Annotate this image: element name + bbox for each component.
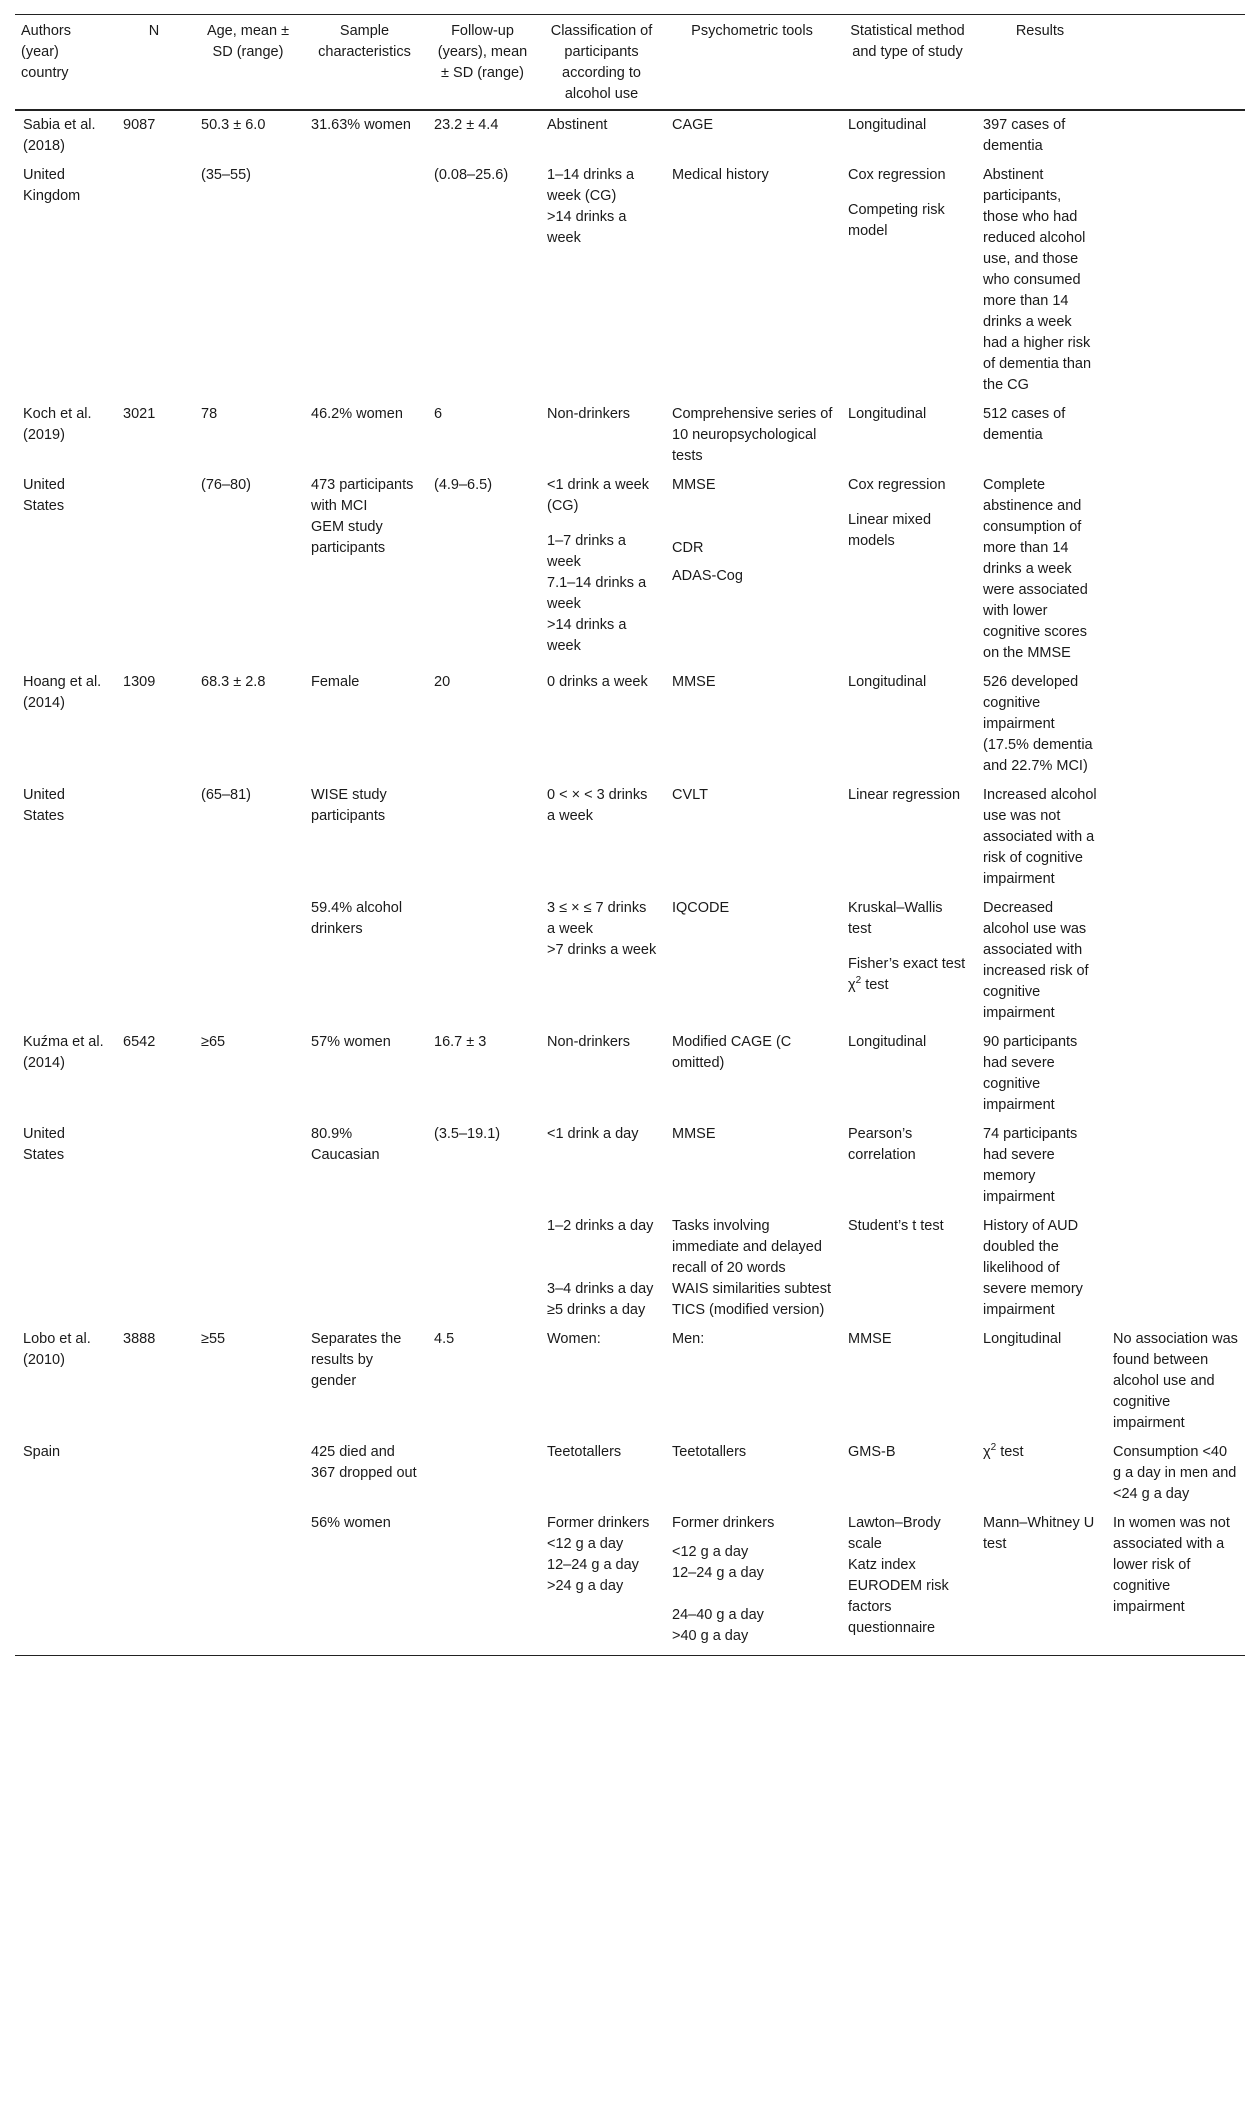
tools-item: Tasks involving immediate and delayed recall of 20 words	[672, 1218, 822, 1276]
cell-followup	[426, 1212, 539, 1325]
cell-results: Increased alcohol use was not associated with a risk of cognitive impairment	[983, 787, 1097, 887]
cell-followup: 23.2 ± 4.4	[434, 117, 499, 133]
cell-classification	[539, 1509, 664, 1656]
cell-tools: IQCODE	[672, 900, 730, 916]
stat-item: Fisher’s exact test	[848, 956, 966, 972]
stat-item: $\chi^2$ test	[848, 975, 889, 993]
table-row	[15, 471, 1245, 668]
stat-item: Competing risk model	[848, 202, 945, 239]
cell-sample	[303, 1212, 426, 1325]
cell-authors: Hoang et al. (2014)	[23, 674, 102, 711]
cell-authors: Lobo et al. (2010)	[23, 1331, 91, 1368]
cell-stat: GMS-B	[848, 1444, 896, 1460]
stat-item: Linear mixed models	[848, 512, 932, 549]
cell-age	[193, 894, 303, 1028]
table-row	[15, 1120, 1245, 1212]
table-container	[15, 14, 1245, 1656]
cell-followup: 20	[434, 674, 451, 690]
stat-item: Kruskal–Wallis test	[848, 900, 943, 937]
tools-item: >40 g a day	[672, 1628, 749, 1644]
stat-item: Katz index	[848, 1557, 916, 1573]
table-row	[15, 1438, 1245, 1509]
cell-n	[115, 1212, 193, 1325]
cell-n: 6542	[123, 1034, 156, 1050]
cell-extra	[1105, 1212, 1245, 1325]
cell-age	[193, 1212, 303, 1325]
col-followup: Follow-up (years), mean ± SD (range)	[426, 15, 539, 111]
cell-stat: Student’s t test	[848, 1218, 944, 1234]
classification-item: 3 ≤ × ≤ 7 drinks a week	[547, 900, 647, 937]
cell-stat: MMSE	[848, 1331, 892, 1347]
cell-authors: Koch et al. (2019)	[23, 406, 92, 443]
cell-sample: 59.4% alcohol drinkers	[311, 900, 403, 937]
cell-tools: Comprehensive series of 10 neuropsychological tests	[672, 406, 833, 464]
cell-age: (76–80)	[201, 477, 251, 493]
cell-results: 512 cases of dementia	[983, 406, 1066, 443]
stat-item: Cox regression	[848, 477, 946, 493]
cell-classification: Abstinent	[547, 117, 608, 133]
classification-item: <1 drink a week (CG)	[547, 477, 649, 514]
cell-results: $\chi^2$ test	[983, 1442, 1024, 1460]
tools-item: TICS (modified version)	[672, 1302, 825, 1318]
cell-authors	[15, 1212, 115, 1325]
cell-tools	[664, 1212, 840, 1325]
cell-age: ≥65	[201, 1034, 226, 1050]
table-row	[15, 1212, 1245, 1325]
cell-extra: In women was not associated with a lower risk of cognitive impairment	[1105, 1509, 1245, 1656]
table-row	[15, 668, 1245, 781]
cell-age: 68.3 ± 2.8	[201, 674, 266, 690]
cell-age: 50.3 ± 6.0	[201, 117, 266, 133]
cell-n	[115, 1120, 193, 1212]
cell-tools	[664, 471, 840, 668]
cell-authors: Spain	[23, 1444, 61, 1460]
classification-item: >7 drinks a week	[547, 942, 657, 958]
cell-classification	[539, 471, 664, 668]
cell-n	[115, 894, 193, 1028]
cell-followup: 6	[434, 406, 443, 422]
cell-classification: Teetotallers	[547, 1444, 622, 1460]
classification-item: >14 drinks a week	[547, 209, 627, 246]
table-row	[15, 1325, 1245, 1438]
cell-n: 3888	[123, 1331, 156, 1347]
classification-item: 1–7 drinks a week	[547, 533, 626, 570]
cell-sample: Female	[311, 674, 360, 690]
col-age: Age, mean ± SD (range)	[193, 15, 303, 111]
cell-tools: Men:	[672, 1331, 705, 1347]
tools-item: ADAS-Cog	[672, 568, 743, 584]
cell-tools: Medical history	[672, 167, 769, 183]
cell-extra: Consumption <40 g a day in men and <24 g a day	[1113, 1444, 1237, 1502]
cell-followup	[426, 1509, 539, 1656]
col-extra	[1105, 15, 1245, 111]
cell-tools: Teetotallers	[672, 1444, 747, 1460]
cell-tools: CVLT	[672, 787, 708, 803]
cell-age: (65–81)	[201, 787, 251, 803]
cell-tools: MMSE	[672, 674, 716, 690]
cell-results: 397 cases of dementia	[983, 117, 1066, 154]
cell-results: Mann–Whitney U test	[975, 1509, 1105, 1656]
cell-extra	[1105, 161, 1245, 400]
tools-item: Former drinkers	[672, 1515, 775, 1531]
cell-n	[115, 1509, 193, 1656]
classification-item: Former drinkers	[547, 1515, 650, 1531]
cell-extra	[1105, 1120, 1245, 1212]
classification-item: 12–24 g a day	[547, 1557, 639, 1573]
tools-item: WAIS similarities subtest	[672, 1281, 831, 1297]
cell-extra	[1105, 668, 1245, 781]
cell-classification: Non-drinkers	[547, 1034, 630, 1050]
cell-stat	[840, 471, 975, 668]
cell-results: Abstinent participants, those who had reduced alcohol use, and those who consumed more than 14 drinks a week had a higher risk of dementia than the CG	[983, 167, 1092, 393]
cell-classification	[539, 894, 664, 1028]
tools-item: CDR	[672, 540, 704, 556]
cell-tools: Modified CAGE (C omitted)	[672, 1034, 792, 1071]
classification-item: 1–2 drinks a day	[547, 1218, 654, 1234]
col-results: Results	[975, 15, 1105, 111]
cell-followup: 4.5	[434, 1331, 455, 1347]
cell-authors	[15, 894, 115, 1028]
tools-item: 24–40 g a day	[672, 1607, 764, 1623]
cell-sample	[303, 471, 426, 668]
cell-classification	[539, 1212, 664, 1325]
cell-authors: Kuźma et al. (2014)	[23, 1034, 104, 1071]
cell-tools: MMSE	[672, 1126, 716, 1142]
cell-n: 3021	[123, 406, 156, 422]
cell-results: Complete abstinence and consumption of more than 14 drinks a week were associated with lower cognitive scores on the MMSE	[983, 477, 1088, 661]
table-row	[15, 1509, 1245, 1656]
cell-extra	[1105, 110, 1245, 161]
table-row	[15, 894, 1245, 1028]
cell-n: 1309	[123, 674, 156, 690]
header-row	[15, 15, 1245, 111]
cell-extra	[1105, 894, 1245, 1028]
stat-item: Lawton–Brody scale	[848, 1515, 941, 1552]
col-classification: Classification of participants according to alcohol use	[539, 15, 664, 111]
table-row	[15, 1028, 1245, 1120]
cell-sample: 425 died and 367 dropped out	[311, 1444, 417, 1481]
cell-followup: (4.9–6.5)	[434, 477, 493, 493]
cell-n: 9087	[123, 117, 156, 133]
cell-stat: Pearson’s correlation	[848, 1126, 916, 1163]
stat-item: EURODEM risk factors questionnaire	[848, 1578, 949, 1636]
tools-item: <12 g a day	[672, 1544, 749, 1560]
col-n: N	[115, 15, 193, 111]
cell-age	[193, 1509, 303, 1656]
cell-stat	[840, 161, 975, 400]
classification-item: >24 g a day	[547, 1578, 624, 1594]
cell-classification	[539, 161, 664, 400]
cell-authors: United States	[23, 477, 65, 514]
cell-age: ≥55	[201, 1331, 226, 1347]
cell-stat: Longitudinal	[848, 406, 927, 422]
sample-item: GEM study participants	[311, 519, 386, 556]
cell-authors: Sabia et al. (2018)	[23, 117, 96, 154]
cell-results: Longitudinal	[983, 1331, 1062, 1347]
cell-tools: CAGE	[672, 117, 714, 133]
cell-authors: United States	[23, 1126, 65, 1163]
cell-n	[115, 471, 193, 668]
cell-n	[115, 161, 193, 400]
cell-sample: 46.2% women	[311, 406, 403, 422]
cell-age	[193, 1438, 303, 1509]
cell-stat: Linear regression	[848, 787, 961, 803]
cell-stat: Longitudinal	[848, 1034, 927, 1050]
classification-item: ≥5 drinks a day	[547, 1302, 646, 1318]
cell-stat	[840, 894, 975, 1028]
cell-sample	[303, 161, 426, 400]
cell-sample: Separates the results by gender	[311, 1331, 402, 1389]
cell-stat	[840, 1509, 975, 1656]
cell-classification: 0 drinks a week	[547, 674, 648, 690]
cell-results: Decreased alcohol use was associated with increased risk of cognitive impairment	[983, 900, 1089, 1021]
col-tools: Psychometric tools	[664, 15, 840, 111]
stat-item: Cox regression	[848, 167, 946, 183]
cell-extra	[1105, 781, 1245, 894]
col-authors: Authors (year) country	[15, 15, 115, 111]
classification-item: 7.1–14 drinks a week	[547, 575, 647, 612]
cell-extra: No association was found between alcohol use and cognitive impairment	[1113, 1331, 1238, 1431]
table-row	[15, 110, 1245, 161]
table-row	[15, 400, 1245, 471]
cell-authors: United States	[23, 787, 65, 824]
cell-age	[193, 1120, 303, 1212]
sample-item: 473 participants with MCI	[311, 477, 414, 514]
cell-followup	[426, 1438, 539, 1509]
cell-classification: 0 < × < 3 drinks a week	[547, 787, 648, 824]
cell-stat: Longitudinal	[848, 674, 927, 690]
cell-authors: United Kingdom	[23, 167, 81, 204]
cell-extra	[1105, 400, 1245, 471]
tools-item: MMSE	[672, 477, 716, 493]
studies-table	[15, 14, 1245, 1656]
table-row	[15, 161, 1245, 400]
classification-item: >14 drinks a week	[547, 617, 627, 654]
cell-sample: 56% women	[303, 1509, 426, 1656]
cell-followup	[426, 781, 539, 894]
cell-sample: WISE study participants	[311, 787, 387, 824]
classification-item: 1–14 drinks a week (CG)	[547, 167, 635, 204]
cell-results: 90 participants had severe cognitive impairment	[983, 1034, 1078, 1113]
cell-results: History of AUD doubled the likelihood of severe memory impairment	[983, 1218, 1083, 1318]
col-stat: Statistical method and type of study	[840, 15, 975, 111]
tools-item: 12–24 g a day	[672, 1565, 764, 1581]
cell-sample: 80.9% Caucasian	[311, 1126, 380, 1163]
cell-n	[115, 1438, 193, 1509]
col-sample: Sample characteristics	[303, 15, 426, 111]
cell-age: 78	[201, 406, 218, 422]
cell-followup: (3.5–19.1)	[434, 1126, 501, 1142]
cell-n	[115, 781, 193, 894]
cell-age: (35–55)	[201, 167, 251, 183]
cell-classification: <1 drink a day	[547, 1126, 639, 1142]
cell-results: 74 participants had severe memory impairment	[983, 1126, 1078, 1205]
cell-authors	[15, 1509, 115, 1656]
cell-stat: Longitudinal	[848, 117, 927, 133]
cell-followup	[426, 894, 539, 1028]
table-row	[15, 781, 1245, 894]
cell-classification: Non-drinkers	[547, 406, 630, 422]
cell-results: 526 developed cognitive impairment (17.5% dementia and 22.7% MCI)	[983, 674, 1093, 774]
cell-classification: Women:	[547, 1331, 601, 1347]
cell-sample: 31.63% women	[311, 117, 411, 133]
cell-tools	[664, 1509, 840, 1656]
cell-followup: (0.08–25.6)	[434, 167, 509, 183]
cell-sample: 57% women	[311, 1034, 391, 1050]
cell-extra	[1105, 1028, 1245, 1120]
cell-followup: 16.7 ± 3	[434, 1034, 487, 1050]
classification-item: 3–4 drinks a day	[547, 1281, 654, 1297]
cell-extra	[1105, 471, 1245, 668]
classification-item: <12 g a day	[547, 1536, 624, 1552]
